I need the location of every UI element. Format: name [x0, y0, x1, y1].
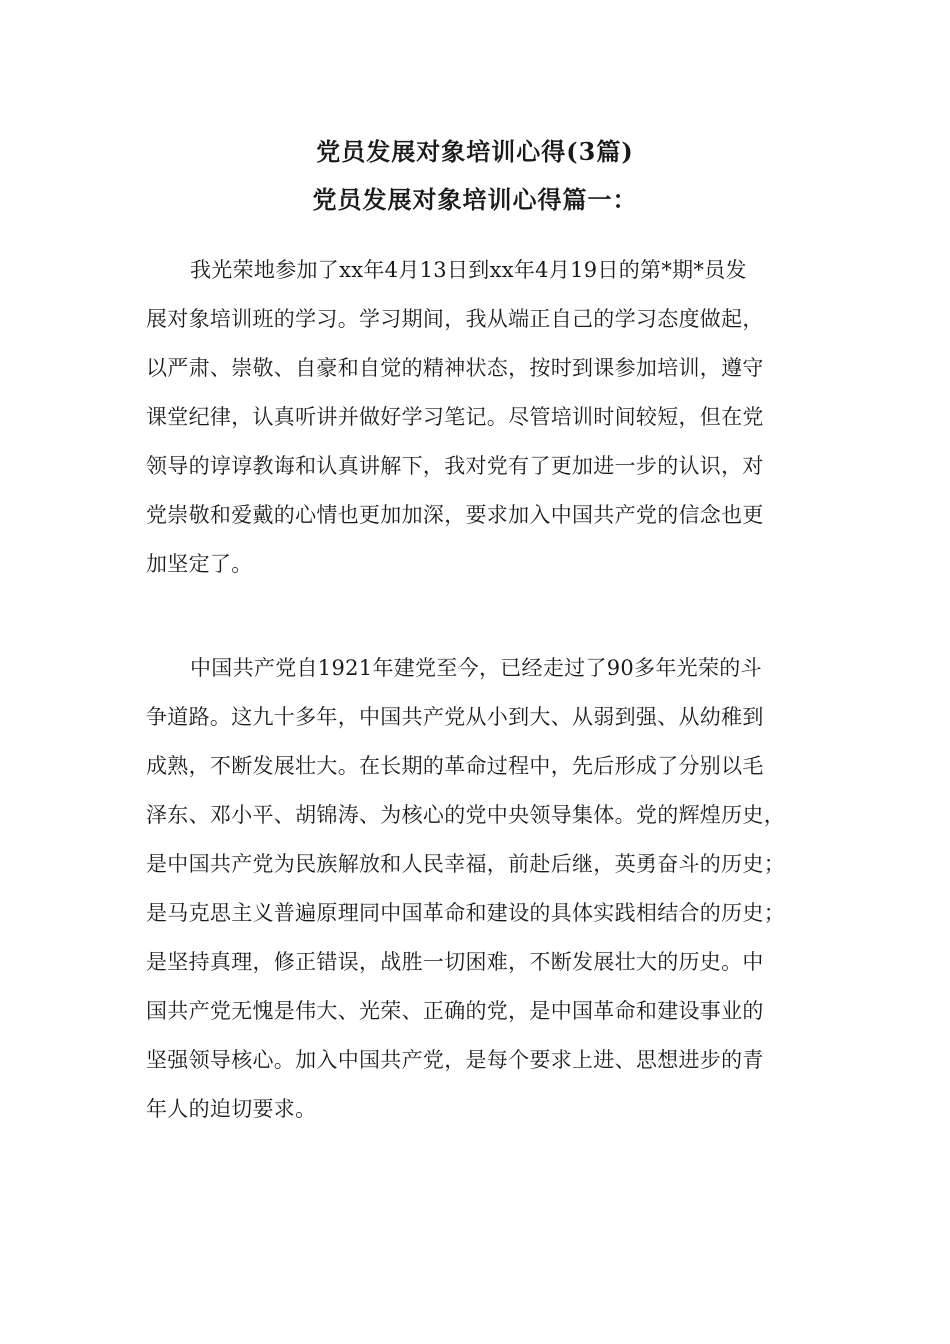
paragraph-1-line: 加坚定了。: [146, 552, 253, 576]
paragraph-2: [146, 644, 818, 1134]
paragraph-2-line: 中国共产党自1921年建党至今，已经走过了90多年光荣的斗: [190, 656, 762, 680]
paragraph-2-line: 成熟，不断发展壮大。在长期的革命过程中，先后形成了分别以毛: [146, 754, 764, 778]
paragraph-2-line: 是坚持真理，修正错误，战胜一切困难，不断发展壮大的历史。中: [146, 950, 764, 974]
paragraph-1-line: 以严肃、崇敬、自豪和自觉的精神状态，按时到课参加培训，遵守: [146, 356, 764, 380]
paragraph-2-line: 泽东、邓小平、胡锦涛、为核心的党中央领导集体。党的辉煌历史，: [146, 803, 785, 827]
paragraph-1-line: 展对象培训班的学习。学习期间，我从端正自己的学习态度做起，: [146, 307, 764, 331]
paragraph-2-line: 争道路。这九十多年，中国共产党从小到大、从弱到强、从幼稚到: [146, 705, 764, 729]
section-title: 党员发展对象培训心得篇一：: [312, 185, 638, 214]
paragraph-2-line: 国共产党无愧是伟大、光荣、正确的党，是中国革命和建设事业的: [146, 999, 764, 1023]
paragraph-2-line: 年人的迫切要求。: [146, 1097, 317, 1121]
paragraph-1-line: 课堂纪律，认真听讲并做好学习笔记。尽管培训时间较短，但在党: [146, 405, 764, 429]
paragraph-1: [146, 246, 818, 589]
paragraph-2-line: 是中国共产党为民族解放和人民幸福，前赴后继，英勇奋斗的历史；: [146, 852, 785, 876]
paragraph-2-line: 坚强领导核心。加入中国共产党，是每个要求上进、思想进步的青: [146, 1048, 764, 1072]
paragraph-1-line: 我光荣地参加了xx年4月13日到xx年4月19日的第*期*员发: [190, 258, 747, 282]
paragraph-1-line: 党崇敬和爱戴的心情也更加加深，要求加入中国共产党的信念也更: [146, 503, 764, 527]
paragraph-1-line: 领导的谆谆教诲和认真讲解下，我对党有了更加进一步的认识，对: [146, 454, 764, 478]
paragraph-2-line: 是马克思主义普遍原理同中国革命和建设的具体实践相结合的历史；: [146, 901, 785, 925]
document-title: 党员发展对象培训心得(3篇): [316, 137, 634, 166]
